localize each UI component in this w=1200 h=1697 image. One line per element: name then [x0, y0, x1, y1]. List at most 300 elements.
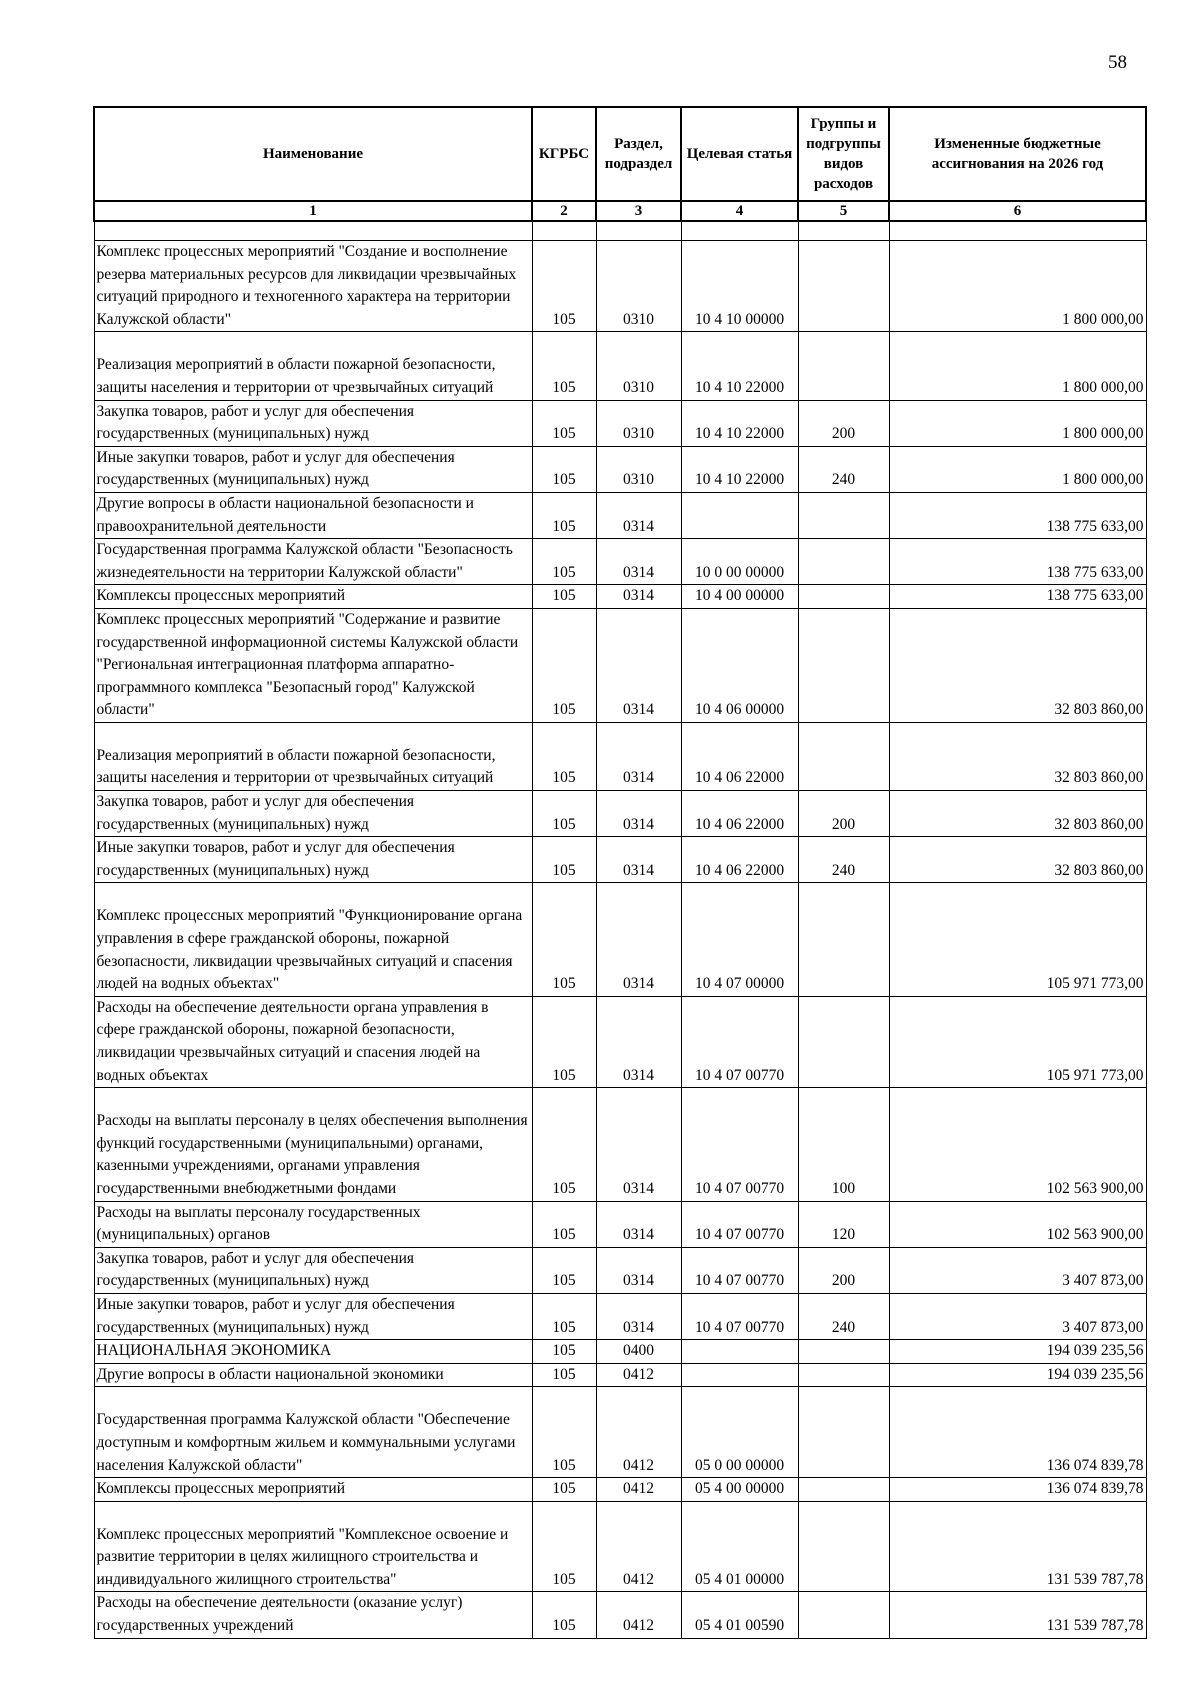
row-target-article-text: 05 0 00 00000	[694, 1456, 785, 1474]
row-amount	[889, 539, 1146, 585]
row-section	[596, 1201, 681, 1247]
table-row	[94, 1363, 1146, 1387]
row-kgrbs-text: 105	[552, 517, 576, 535]
header-row	[94, 107, 1146, 201]
row-target-article	[681, 400, 798, 446]
table-row	[94, 1387, 1146, 1478]
row-amount-text: 32 803 860,00	[1054, 815, 1144, 833]
row-target-article-text: 10 4 06 00000	[694, 701, 785, 719]
row-amount-text: 1 800 000,00	[1062, 310, 1144, 328]
row-section-text: 0314	[623, 769, 654, 787]
spacer-row	[94, 221, 1146, 241]
row-kgrbs	[532, 791, 596, 837]
row-expense-group	[798, 332, 889, 400]
row-target-article	[681, 332, 798, 400]
row-name	[94, 837, 532, 883]
row-section	[596, 1592, 681, 1638]
row-section-text: 0314	[623, 1066, 654, 1084]
row-kgrbs	[532, 1247, 596, 1293]
row-name-text: Комплексы процессных мероприятий	[96, 587, 346, 605]
row-expense-group	[798, 883, 889, 996]
row-target-article	[681, 1387, 798, 1478]
row-amount-text: 105 971 773,00	[1046, 1066, 1144, 1084]
page-number: 58	[1108, 52, 1127, 73]
row-section	[596, 1363, 681, 1387]
row-kgrbs-text: 105	[552, 1318, 576, 1336]
row-expense-group-text: 240	[831, 1318, 856, 1336]
table-row	[94, 1247, 1146, 1293]
row-expense-group-text: 240	[831, 861, 856, 879]
row-amount-text: 138 775 633,00	[1046, 563, 1144, 581]
row-target-article-text: 05 4 00 00000	[694, 1480, 785, 1498]
row-amount-text: 1 800 000,00	[1062, 471, 1144, 489]
row-name	[94, 1247, 532, 1293]
row-amount-text: 3 407 873,00	[1062, 1318, 1144, 1336]
row-amount	[889, 446, 1146, 492]
row-amount	[889, 883, 1146, 996]
row-name	[94, 1201, 532, 1247]
row-amount	[889, 837, 1146, 883]
row-section-text: 0314	[623, 1272, 654, 1290]
row-kgrbs-text: 105	[552, 1456, 576, 1474]
row-section-text: 0314	[623, 517, 654, 535]
column-number-row	[94, 201, 1146, 221]
column-number: 6	[889, 201, 1146, 221]
row-target-article	[681, 446, 798, 492]
row-target-article	[681, 492, 798, 538]
row-expense-group	[798, 400, 889, 446]
header-amount: Измененные бюджетные ассигнования на 2026 год	[889, 107, 1146, 201]
row-section	[596, 1478, 681, 1502]
row-target-article	[681, 1247, 798, 1293]
row-target-article	[681, 837, 798, 883]
row-kgrbs	[532, 1478, 596, 1502]
row-section-text: 0314	[623, 1226, 654, 1244]
row-target-article-text: 10 4 00 00000	[694, 587, 785, 605]
row-expense-group-text: 120	[831, 1226, 856, 1244]
row-target-article-text: 10 4 07 00770	[694, 1318, 785, 1336]
row-amount	[889, 1363, 1146, 1387]
row-kgrbs-text: 105	[552, 701, 576, 719]
row-amount	[889, 1478, 1146, 1502]
row-kgrbs	[532, 1201, 596, 1247]
row-section	[596, 1247, 681, 1293]
row-amount	[889, 1501, 1146, 1592]
row-section	[596, 400, 681, 446]
table-row	[94, 492, 1146, 538]
table-header	[94, 107, 1146, 221]
row-name	[94, 608, 532, 722]
row-name	[94, 446, 532, 492]
table-row	[94, 400, 1146, 446]
row-amount-text: 194 039 235,56	[1046, 1365, 1144, 1383]
row-name	[94, 1501, 532, 1592]
row-target-article-text: 10 4 07 00000	[694, 975, 785, 993]
row-target-article	[681, 722, 798, 790]
header-section: Раздел, подраздел	[596, 107, 681, 201]
row-kgrbs	[532, 608, 596, 722]
row-kgrbs	[532, 400, 596, 446]
row-kgrbs-text: 105	[552, 1179, 576, 1197]
row-name-text: Закупка товаров, работ и услуг для обеспечения государственных (муниципальных) нужд	[96, 1249, 415, 1290]
row-amount	[889, 400, 1146, 446]
budget-table	[93, 106, 1147, 1639]
row-amount-text: 131 539 787,78	[1046, 1570, 1144, 1588]
row-name-text: Комплекс процессных мероприятий "Создание и восполнение резерва материальных ресурсов для ликвидации чрезвычайных ситуаций природного и техногенного характера на территории Калужской области"	[96, 243, 517, 328]
row-expense-group	[798, 722, 889, 790]
row-section-text: 0314	[623, 701, 654, 719]
row-kgrbs-text: 105	[552, 425, 576, 443]
row-kgrbs-text: 105	[552, 975, 576, 993]
column-number: 4	[681, 201, 798, 221]
row-name	[94, 1088, 532, 1201]
row-amount-text: 138 775 633,00	[1046, 517, 1144, 535]
header-name: Наименование	[94, 107, 532, 201]
row-name	[94, 1363, 532, 1387]
row-target-article	[681, 608, 798, 722]
row-section-text: 0314	[623, 1179, 654, 1197]
row-section	[596, 1340, 681, 1364]
row-expense-group	[798, 1478, 889, 1502]
row-section-text: 0310	[623, 471, 654, 489]
row-section-text: 0400	[623, 1342, 654, 1360]
row-amount-text: 32 803 860,00	[1054, 861, 1144, 879]
row-section-text: 0314	[623, 1318, 654, 1336]
row-amount-text: 105 971 773,00	[1046, 975, 1144, 993]
row-target-article-text: 10 4 07 00770	[694, 1272, 785, 1290]
row-kgrbs-text: 105	[552, 310, 576, 328]
row-amount	[889, 585, 1146, 609]
row-amount	[889, 608, 1146, 722]
row-section-text: 0314	[623, 861, 654, 879]
row-kgrbs	[532, 492, 596, 538]
table-row	[94, 539, 1146, 585]
row-section	[596, 996, 681, 1087]
table-row	[94, 446, 1146, 492]
row-section	[596, 241, 681, 332]
row-amount-text: 3 407 873,00	[1062, 1272, 1144, 1290]
row-section	[596, 1088, 681, 1201]
row-expense-group	[798, 837, 889, 883]
header-kgrbs: КГРБС	[532, 107, 596, 201]
row-amount	[889, 791, 1146, 837]
row-amount	[889, 1247, 1146, 1293]
row-section	[596, 608, 681, 722]
row-name-text: Государственная программа Калужской области "Безопасность жизнедеятельности на территории Калужской области"	[96, 541, 513, 581]
row-section	[596, 722, 681, 790]
row-target-article	[681, 1088, 798, 1201]
row-name-text: Реализация мероприятий в области пожарной безопасности, защиты населения и территории от чрезвычайных ситуаций	[96, 746, 496, 787]
row-kgrbs	[532, 1340, 596, 1364]
row-target-article-text: 05 4 01 00590	[694, 1617, 785, 1635]
row-kgrbs	[532, 722, 596, 790]
row-target-article	[681, 1293, 798, 1339]
table-row	[94, 1088, 1146, 1201]
row-expense-group	[798, 1340, 889, 1364]
row-kgrbs	[532, 446, 596, 492]
row-expense-group-text: 200	[831, 815, 856, 833]
table-row	[94, 1201, 1146, 1247]
row-kgrbs	[532, 1088, 596, 1201]
row-name	[94, 1340, 532, 1364]
row-target-article	[681, 241, 798, 332]
row-target-article	[681, 539, 798, 585]
row-name	[94, 492, 532, 538]
row-kgrbs	[532, 585, 596, 609]
column-number: 5	[798, 201, 889, 221]
row-target-article-text: 10 4 10 22000	[694, 425, 785, 443]
row-target-article-text: 10 0 00 00000	[694, 563, 785, 581]
column-number: 2	[532, 201, 596, 221]
table-row	[94, 1293, 1146, 1339]
row-kgrbs	[532, 1387, 596, 1478]
row-kgrbs-text: 105	[552, 769, 576, 787]
row-name-text: Комплекс процессных мероприятий "Комплексное освоение и развитие территории в целях жилищного строительства и индивидуального жилищного строительства"	[96, 1525, 509, 1588]
row-amount-text: 1 800 000,00	[1062, 425, 1144, 443]
row-name	[94, 1592, 532, 1638]
row-kgrbs	[532, 996, 596, 1087]
row-target-article	[681, 791, 798, 837]
row-name-text: Комплексы процессных мероприятий	[96, 1480, 346, 1498]
row-amount-text: 136 074 839,78	[1046, 1480, 1144, 1498]
row-expense-group-text: 100	[831, 1179, 856, 1197]
row-target-article-text: 10 4 06 22000	[694, 861, 785, 879]
table-row	[94, 996, 1146, 1087]
row-name-text: Реализация мероприятий в области пожарной безопасности, защиты населения и территории от чрезвычайных ситуаций	[96, 356, 496, 396]
row-kgrbs-text: 105	[552, 1066, 576, 1084]
row-target-article-text: 10 4 07 00770	[694, 1226, 785, 1244]
row-amount	[889, 1293, 1146, 1339]
row-name-text: Закупка товаров, работ и услуг для обеспечения государственных (муниципальных) нужд	[96, 402, 415, 443]
row-target-article-text: 10 4 10 22000	[694, 378, 785, 396]
row-amount	[889, 722, 1146, 790]
row-expense-group-text: 200	[831, 425, 856, 443]
row-amount-text: 102 563 900,00	[1046, 1226, 1144, 1244]
row-kgrbs	[532, 332, 596, 400]
row-section-text: 0314	[623, 563, 654, 581]
row-section	[596, 1501, 681, 1592]
row-name-text: Другие вопросы в области национальной безопасности и правоохранительной деятельности	[96, 494, 474, 535]
row-target-article	[681, 1501, 798, 1592]
row-section-text: 0412	[623, 1570, 654, 1588]
row-section-text: 0412	[623, 1365, 654, 1383]
row-section-text: 0412	[623, 1480, 654, 1498]
row-expense-group-text: 200	[831, 1272, 856, 1290]
row-name	[94, 883, 532, 996]
row-section-text: 0412	[623, 1617, 654, 1635]
row-kgrbs-text: 105	[552, 861, 576, 879]
row-target-article-text: 10 4 10 22000	[694, 471, 785, 489]
row-section	[596, 1387, 681, 1478]
row-kgrbs	[532, 1293, 596, 1339]
row-section-text: 0314	[623, 587, 654, 605]
table-row	[94, 332, 1146, 400]
table-row	[94, 608, 1146, 722]
row-target-article-text: 05 4 01 00000	[694, 1570, 785, 1588]
row-amount-text: 1 800 000,00	[1062, 378, 1144, 396]
row-kgrbs	[532, 883, 596, 996]
row-expense-group-text: 240	[831, 471, 856, 489]
row-amount	[889, 492, 1146, 538]
row-target-article	[681, 1363, 798, 1387]
row-amount	[889, 1592, 1146, 1638]
row-section	[596, 492, 681, 538]
table-row	[94, 1592, 1146, 1638]
row-amount	[889, 241, 1146, 332]
row-expense-group	[798, 1293, 889, 1339]
table-row	[94, 1478, 1146, 1502]
row-section	[596, 446, 681, 492]
row-name	[94, 400, 532, 446]
row-name-text: Комплекс процессных мероприятий "Функционирование органа управления в сфере гражданской обороны, пожарной безопасности, ликвидации чрезвычайных ситуаций и спасения людей на водных объектах"	[96, 907, 523, 993]
table-body	[94, 221, 1146, 1638]
row-kgrbs-text: 105	[552, 1365, 576, 1383]
row-amount-text: 32 803 860,00	[1054, 701, 1144, 719]
row-expense-group	[798, 1387, 889, 1478]
row-section-text: 0314	[623, 975, 654, 993]
row-kgrbs-text: 105	[552, 587, 576, 605]
row-amount-text: 102 563 900,00	[1046, 1179, 1144, 1197]
row-target-article	[681, 585, 798, 609]
row-amount	[889, 1201, 1146, 1247]
row-name-text: Расходы на выплаты персоналу в целях обеспечения выполнения функций государственными (муниципальными) органами, казенными учреждениями, органами управления государственными внебюджетными фондами	[96, 1112, 528, 1197]
row-expense-group	[798, 241, 889, 332]
row-expense-group	[798, 608, 889, 722]
row-amount-text: 194 039 235,56	[1046, 1342, 1144, 1360]
row-section	[596, 837, 681, 883]
row-name	[94, 1478, 532, 1502]
header-groups: Группы и подгруппы видов расходов	[798, 107, 889, 201]
row-expense-group	[798, 1501, 889, 1592]
row-expense-group	[798, 446, 889, 492]
row-name-text: Расходы на выплаты персоналу государственных (муниципальных) органов	[96, 1203, 421, 1244]
row-expense-group	[798, 492, 889, 538]
row-amount-text: 136 074 839,78	[1046, 1456, 1144, 1474]
row-name	[94, 1387, 532, 1478]
row-kgrbs	[532, 837, 596, 883]
row-kgrbs-text: 105	[552, 1342, 576, 1360]
row-name-text: Закупка товаров, работ и услуг для обеспечения государственных (муниципальных) нужд	[96, 793, 415, 833]
row-target-article-text: 10 4 06 22000	[694, 815, 785, 833]
row-expense-group	[798, 1592, 889, 1638]
row-section	[596, 539, 681, 585]
row-name-text: Расходы на обеспечение деятельности (оказание услуг) государственных учреждений	[96, 1594, 463, 1635]
row-name	[94, 332, 532, 400]
row-name-text: Иные закупки товаров, работ и услуг для обеспечения государственных (муниципальных) нужд	[96, 448, 455, 489]
table-row	[94, 722, 1146, 790]
row-amount	[889, 1340, 1146, 1364]
row-target-article	[681, 1478, 798, 1502]
row-target-article	[681, 1201, 798, 1247]
row-section	[596, 1293, 681, 1339]
row-expense-group	[798, 1363, 889, 1387]
table-row	[94, 1340, 1146, 1364]
row-amount-text: 32 803 860,00	[1054, 769, 1144, 787]
row-target-article-text: 10 4 10 00000	[694, 310, 785, 328]
row-expense-group	[798, 791, 889, 837]
row-name	[94, 722, 532, 790]
row-expense-group	[798, 1247, 889, 1293]
row-section-text: 0310	[623, 378, 654, 396]
row-expense-group	[798, 539, 889, 585]
row-target-article-text: 10 4 06 22000	[694, 769, 785, 787]
row-kgrbs-text: 105	[552, 1617, 576, 1635]
row-target-article-text: 10 4 07 00770	[694, 1066, 785, 1084]
table-row	[94, 883, 1146, 996]
row-target-article	[681, 883, 798, 996]
row-amount-text: 131 539 787,78	[1046, 1617, 1144, 1635]
row-expense-group	[798, 1088, 889, 1201]
row-section	[596, 332, 681, 400]
row-amount	[889, 1088, 1146, 1201]
row-name	[94, 241, 532, 332]
row-name-text: Иные закупки товаров, работ и услуг для обеспечения государственных (муниципальных) нужд	[96, 1295, 455, 1336]
row-name-text: Комплекс процессных мероприятий "Содержание и развитие государственной информационной системы Калужской области "Региональная интеграционная платформа аппаратно-программного комплекса "Безопасный город" Калужской области"	[96, 610, 519, 719]
row-target-article-text: 10 4 07 00770	[694, 1179, 785, 1197]
row-name-text: Другие вопросы в области национальной экономики	[96, 1365, 444, 1383]
row-kgrbs	[532, 1363, 596, 1387]
row-expense-group	[798, 585, 889, 609]
row-section-text: 0310	[623, 425, 654, 443]
row-name-text: Расходы на обеспечение деятельности органа управления в сфере гражданской обороны, пожарной безопасности, ликвидации чрезвычайных ситуаций и спасения людей на водных объектах	[96, 998, 489, 1084]
row-section-text: 0314	[623, 815, 654, 833]
row-kgrbs-text: 105	[552, 1480, 576, 1498]
row-kgrbs	[532, 539, 596, 585]
row-kgrbs-text: 105	[552, 471, 576, 489]
row-target-article	[681, 996, 798, 1087]
row-kgrbs-text: 105	[552, 378, 576, 396]
row-name-text: Государственная программа Калужской области "Обеспечение доступным и комфортным жильем и коммунальными услугами населения Калужской области"	[96, 1411, 516, 1474]
row-expense-group	[798, 1201, 889, 1247]
row-section	[596, 791, 681, 837]
column-number: 3	[596, 201, 681, 221]
row-name	[94, 585, 532, 609]
table-row	[94, 585, 1146, 609]
row-section-text: 0412	[623, 1456, 654, 1474]
row-amount-text: 138 775 633,00	[1046, 587, 1144, 605]
table-row	[94, 1501, 1146, 1592]
row-target-article	[681, 1592, 798, 1638]
row-name	[94, 539, 532, 585]
row-kgrbs	[532, 241, 596, 332]
row-kgrbs-text: 105	[552, 1226, 576, 1244]
header-target: Целевая статья	[681, 107, 798, 201]
row-name-text: Иные закупки товаров, работ и услуг для обеспечения государственных (муниципальных) нужд	[96, 839, 455, 879]
column-number: 1	[94, 201, 532, 221]
row-kgrbs-text: 105	[552, 563, 576, 581]
row-kgrbs-text: 105	[552, 1272, 576, 1290]
row-kgrbs	[532, 1592, 596, 1638]
row-target-article	[681, 1340, 798, 1364]
table-row	[94, 241, 1146, 332]
row-amount	[889, 996, 1146, 1087]
row-name	[94, 791, 532, 837]
row-name	[94, 1293, 532, 1339]
row-section	[596, 883, 681, 996]
table-row	[94, 837, 1146, 883]
row-amount	[889, 1387, 1146, 1478]
row-kgrbs	[532, 1501, 596, 1592]
row-name-text: НАЦИОНАЛЬНАЯ ЭКОНОМИКА	[96, 1342, 332, 1360]
row-kgrbs-text: 105	[552, 1570, 576, 1588]
row-name	[94, 996, 532, 1087]
row-section	[596, 585, 681, 609]
row-expense-group	[798, 996, 889, 1087]
table-row	[94, 791, 1146, 837]
row-kgrbs-text: 105	[552, 815, 576, 833]
row-section-text: 0310	[623, 310, 654, 328]
row-amount	[889, 332, 1146, 400]
